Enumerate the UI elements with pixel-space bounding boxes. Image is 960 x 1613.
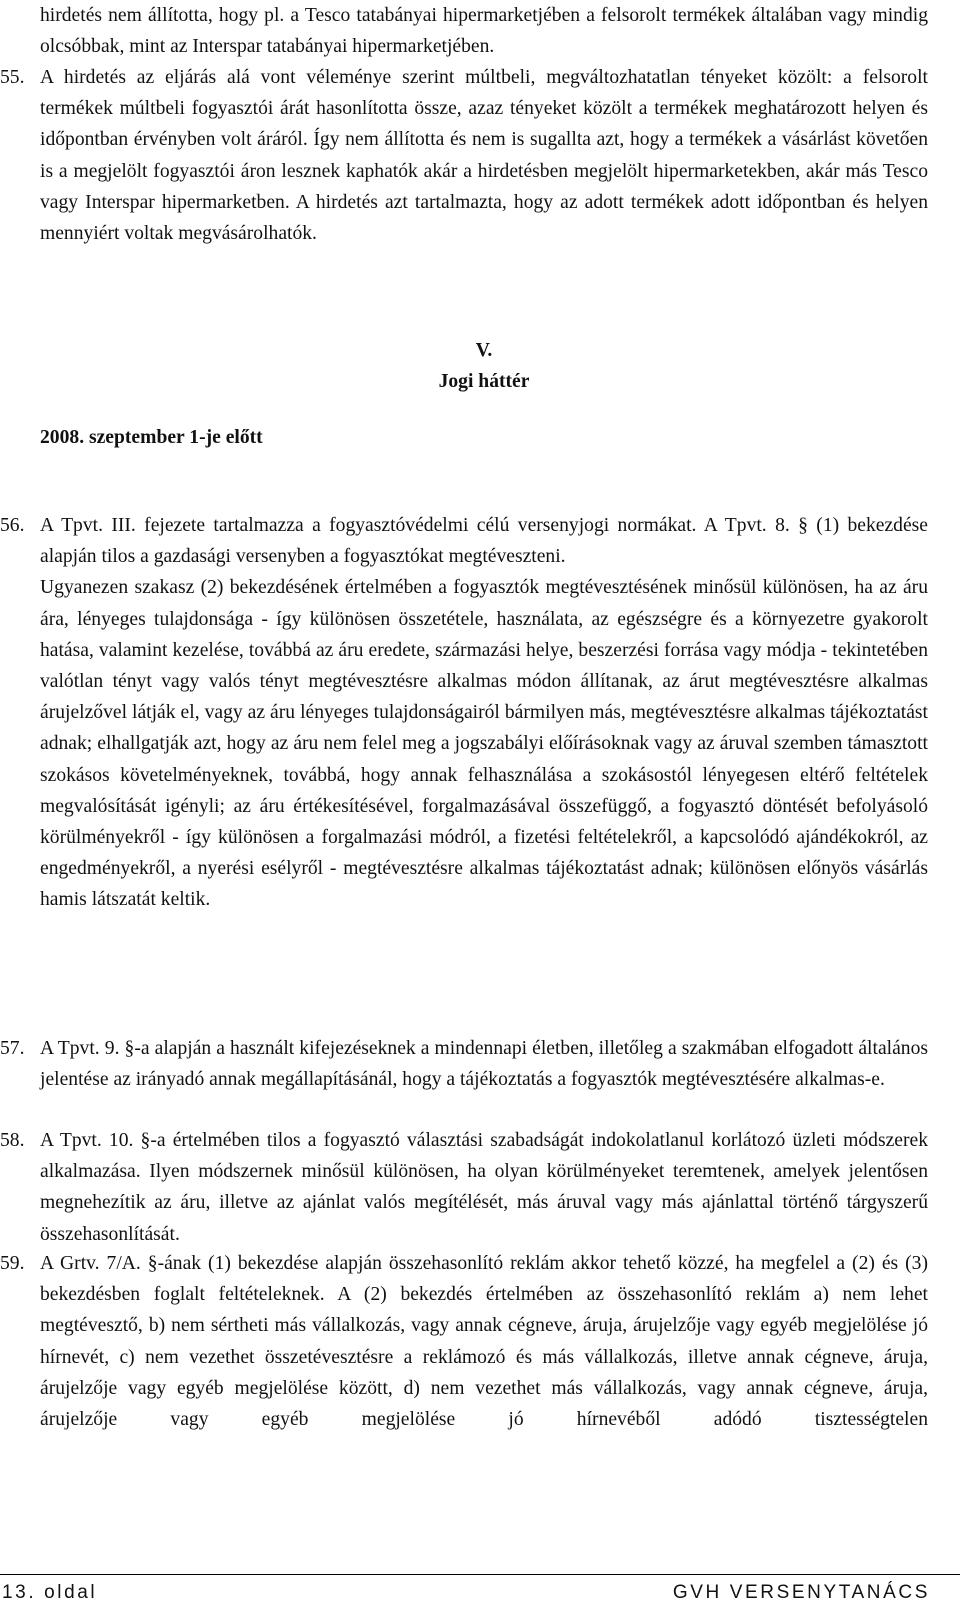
paragraph-57 <box>0 1033 928 1095</box>
subsection-heading: 2008. szeptember 1-je előtt <box>40 427 263 448</box>
paragraph-text: A Tpvt. 10. §-a értelmében tilos a fogyasztó választási szabadságát indokolatlanul korlátozó üzleti módszerek alkalmazása. Ilyen módszernek minősül különösen, ha olyan körülményeket teremtenek, amelyek jelentősen megnehezítik az áru, illetve az ajánlat valós megítélését, más áruval vagy más ajánlattal történő tárgyszerű összehasonlítását. <box>40 1130 928 1245</box>
section-title: Jogi háttér <box>438 371 530 392</box>
paragraph-number: 58. <box>0 1130 25 1151</box>
paragraph-number: 56. <box>0 515 25 536</box>
paragraph-text: A hirdetés az eljárás alá vont véleménye szerint múltbeli, megváltozhatatlan tényeket közölt: a felsorolt termékek múltbeli fogyasztói árát hasonlította össze, azaz tényeket közölt a termékek meghatározott helyen és időpontban érvényben volt áráról. Így nem állította és nem is sugallta azt, hogy a termékek a vásárlást követően is a megjelölt fogyasztói áron lesznek kaphatók akár a hirdetésben megjelölt hipermarketekben, akár más Tesco vagy Interspar hipermarketben. A hirdetés azt tartalmazta, hogy az adott termékek adott időpontban és helyen mennyiért voltak megvásárolhatók. <box>40 67 928 245</box>
paragraph-text: A Tpvt. 9. §-a alapján a használt kifejezéseknek a mindennapi életben, illetőleg a szakmában elfogadott általános jelentése az irányadó annak megállapításánál, hogy a tájékoztatás a fogyasztók megtévesztésére alkalmas-e. <box>40 1038 928 1091</box>
paragraph-58 <box>0 1125 928 1250</box>
paragraph-text: hirdetés nem állította, hogy pl. a Tesco tatabányai hipermarketjében a felsorolt termékek általában vagy mindig olcsóbbak, mint az Interspar tatabányai hipermarketjében. <box>40 5 928 58</box>
section-number: V. <box>475 340 493 361</box>
footer-divider <box>0 1574 960 1575</box>
paragraph-54-tail <box>40 0 928 62</box>
paragraph-56 <box>0 510 928 916</box>
paragraph-text: A Tpvt. III. fejezete tartalmazza a fogyasztóvédelmi célú versenyjogi normákat. A Tpvt. 8. § (1) bekezdése alapján tilos a gazdasági versenyben a fogyasztókat megtéveszteni. <box>40 515 928 568</box>
paragraph-59 <box>0 1248 928 1435</box>
paragraph-text: Ugyanezen szakasz (2) bekezdésének értelmében a fogyasztók megtévesztésének minősül különösen, ha az áru ára, lényeges tulajdonsága - így különösen összetétele, használata, az egészségre és a környezetre gyakorolt hatása, valamint kezelése, továbbá az áru eredete, származási helye, beszerzési forrása vagy módja - tekintetében valótlan tényt vagy valós tényt megtévesztésre alkalmas módon állítanak, az árut megtévesztésre alkalmas árujelzővel látják el, vagy az áru lényeges tulajdonságairól bármilyen más, megtévesztésre alkalmas tájékoztatást adnak; elhallgatják azt, hogy az áru nem felel meg a jogszabályi előírásoknak vagy az áruval szemben támasztott szokásos követelményeknek, továbbá, hogy annak felhasználása a szokásostól lényegesen eltérő feltételek megvalósítását igényli; az áru értékesítésével, forgalmazásával összefüggő, a fogyasztó döntését befolyásoló körülményekről - így különösen a forgalmazási módról, a fizetési feltételekről, a kapcsolódó ajándékokról, az engedményekről, a nyerési esélyről - megtévesztésre alkalmas tájékoztatást adnak; különösen előnyös vásárlás hamis látszatát keltik. <box>40 577 928 911</box>
paragraph-number: 55. <box>0 67 25 88</box>
paragraph-55 <box>0 62 928 249</box>
footer-organization: GVH VERSENYTANÁCS <box>672 1582 930 1603</box>
page-number: 13. oldal <box>2 1582 98 1603</box>
paragraph-number: 59. <box>0 1253 25 1274</box>
paragraph-number: 57. <box>0 1038 25 1059</box>
paragraph-text: A Grtv. 7/A. §-ának (1) bekezdése alapján összehasonlító reklám akkor tehető közzé, ha megfelel a (2) és (3) bekezdésben foglalt feltételeknek. A (2) bekezdés értelmében az összehasonlító reklám a) nem lehet megtévesztő, b) nem sértheti más vállalkozás, vagy annak cégneve, áruja, árujelzője vagy egyéb megjelölése jó hírnevét, c) nem vezethet összetévesztésre a reklámozó és más vállalkozás, illetve annak cégneve, áruja, árujelzője vagy egyéb megjelölése között, d) nem vezethet más vállalkozás, vagy annak cégneve, áruja, árujelzője vagy egyéb megjelölése jó hírnevéből adódó tisztességtelen <box>40 1253 928 1431</box>
